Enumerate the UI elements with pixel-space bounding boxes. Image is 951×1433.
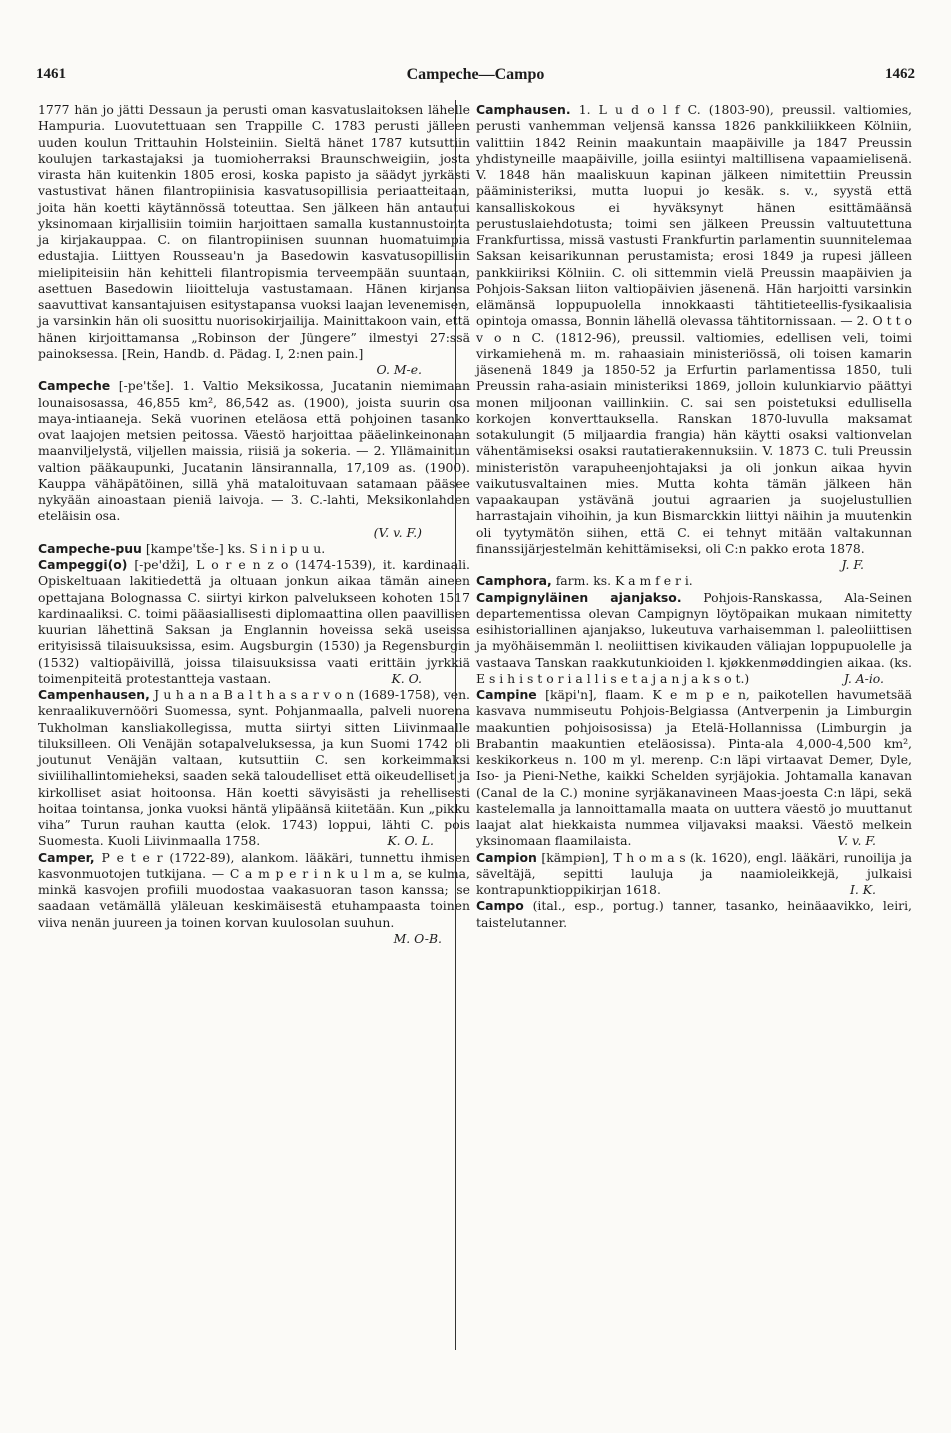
entry-camphausen xyxy=(476,102,912,573)
entry-text: [-pe'tše]. 1. Valtio Meksikossa, Jucatanin niemimaan lounaisosassa, 46,855 km², 86,542 as. (1900), joista suurin osa maya-intiaaneja. Sekä vuorinen eteläosa että pohjoinen tasanko ovat laajojen metsien peitossa. Väestö harjoittaa pääelinkeinonaan maanviljelystä, viljellen maissia, riisiä ja sokeria. — 2. Yllämainitun valtion pääkaupunki, Jucatanin länsirannalla, 17,109 as. (1900). Kauppa vähäpätöinen, sillä yhä mataloituvaan satamaan pääsee nykyään ainoastaan pieniä laivoja. — 3. C.-lahti, Meksikonlahden eteläisin osa. xyxy=(38,378,470,524)
entry-campine xyxy=(476,687,912,850)
entry-campeche-puu xyxy=(38,541,470,557)
entry-text: [käpi'n], flaam. K e m p e n, paikotellen havumetsää kasvava nummiseutu Pohjois-Belgiassa (Antverpenin ja Limburgin maakuntien pohjoisosissa) ja Etelä-Hollannissa (Limburgin ja Brabantin maakuntien eteläosissa). Pinta-ala 4,000-4,500 km², keskikorkeus n. 100 m yl. merenp. C:n läpi virtaavat Demer, Dyle, Iso- ja Pieni-Nethe, kaikki Schelden syrjäjokia. Johtamalla kanavan (Canal de la C.) monine syrjäkanavineen Maas-joesta C:n läpi, sekä kastelemalla ja lannoittamalla maata on uuttera väestö jo muuttanut laajat alat hiekkaista nummea viljavaksi maaksi. Väestö melkein yksinomaan flaamilaista. xyxy=(476,687,912,849)
left-column xyxy=(38,102,470,947)
headword: Campeggi(o) xyxy=(38,557,128,572)
author-signature: J. F. xyxy=(841,557,864,572)
headword: Campion xyxy=(476,849,537,865)
right-column xyxy=(476,102,912,931)
entry-text: farm. ks. K a m f e r i. xyxy=(551,573,693,589)
entry-text: [-pe'dži], L o r e n z o (1474-1539), it. kardinaali. Opiskeltuaan lakitiedettä ja oltuaan jonkun aikaa tämän aineen opettajana Bolognassa C. siirtyi kirkon palvelukseen kohoten 1517 kardinaaliksi. C. toimi pääasiallisesti diplomaattina ollen paavillisen kuurian lähettinä Saksan ja Englannin hoveissa sekä useissa erityisissä tilaisuuksissa, esim. Augsburgin (1530) ja Regensburgin (1532) valtiopäivillä, joissa tilaisuuksissa vaati erittäin jyrkkiä toimenpiteitä protestantteja vastaan. xyxy=(38,557,470,686)
author-signature: O. M-e. xyxy=(376,362,422,377)
headword: Campeche xyxy=(38,378,111,394)
entry-campignylainen xyxy=(476,590,912,688)
page-header xyxy=(36,66,915,90)
headword: Camper, xyxy=(38,849,95,865)
entry-campenhausen xyxy=(38,687,470,850)
headword: Campignyläinen ajanjakso. xyxy=(476,589,682,605)
entry-campeche xyxy=(38,378,470,541)
entry-campeggio xyxy=(38,557,470,687)
headword: Campenhausen, xyxy=(38,687,150,702)
headword: Camphora, xyxy=(476,573,552,589)
entry-text: 1777 hän jo jätti Dessaun ja perusti oman kasvatuslaitoksen lähelle Hampuria. Luovutettuaan sen Trappille C. 1783 perusti jälleen uuden koulun Trittauhin Holsteiniin. Sieltä hänet 1787 kutsuttiin koulujen tarkastajaksi ja tuomioherraksi Braunschweigiin, josta virasta hän kuitenkin 1805 erosi, koska papisto ja säädyt jyrkästi vastustivat hänen filantropiinisia kasvatusopillisia periaatteitaan, joita hän koetti käytännössä toteuttaa. Sen jälkeen hän antautui yksinomaan kirjallisiin toimiin harjoittaen samalla kustannustointa ja kirjakauppaa. C. on filantropiinisen suunnan huomatuimpia edustajia. Liittyen Rousseau'n ja Basedowin kasvatusopillisiin mielipiteisiin hän kehitteli filantropismia terveempään suuntaan, asettuen Basedowin liioitteluja vastustamaan. Hänen kirjansa saavuttivat kansantajuisen esitystapansa vuoksi laajan levenemisen, ja varsinkin hän oli suosittu nuorisokirjailija. Mainittakoon vain, että hänen kirjoittamansa „Robinson der Jüngere” ilmestyi 27:ssä painoksessa. [Rein, Handb. d. Pädag. I, 2:nen pain.] xyxy=(38,102,470,361)
author-signature: M. O-B. xyxy=(393,930,442,946)
entry-text: [kämpiən], T h o m a s (k. 1620), engl. lääkäri, runoilija ja säveltäjä, sepitti laulujа ja naamioleikkejä, julkaisi kontrapunktioppikirjan 1618. xyxy=(476,849,912,897)
author-signature: K. O. xyxy=(391,670,422,686)
headword: Campeche-puu xyxy=(38,540,142,556)
entry-text: [kampe'tše-] ks. S i n i p u u. xyxy=(141,540,326,556)
entry-text: J u h a n a B a l t h a s a r v o n (1689-1758), ven. kenraalikuvernööri Suomessa, synt. Pohjanmaalla, palveli nuorena Tukholman kansliakollegissa, mutta siirtyi sitten Liivinmaalle tiluksilleen. Oli Venäjän sotapalveluksessa, ja kun Suomi 1742 oli joutunut Venäjän valtaan, kutsuttiin C. sen korkeimmaksi siviilihallintomieheksi, saaden sekä taloudelliset että oikeudelliset ja kirkolliset asiat hoitoonsa. Hän koetti sävyisästi ja rehellisesti hoitaa tointansa, jonka vuoksi häntä ylipäänsä kiitetään. Kun „pikku viha” Turun rauhan kautta (elok. 1743) loppui, lähti C. pois Suomesta. Kuoli Liivinmaalla 1758. xyxy=(38,687,470,849)
entry-continuation xyxy=(38,102,470,378)
entry-text: P e t e r (1722-89), alankom. lääkäri, tunnettu ihmisen kasvonmuotojen tutkijana. — C a m p e r i n k u l m a, se kulma, minkä kasvojen profiili muodostaa vaakasuoran tason kanssa; se saadaan vetämällä yläleuan keskimäisestä etuhampaasta toinen viiva nenän juureen ja toinen korvan kuulosolan suuhun. xyxy=(38,849,470,930)
entry-campion xyxy=(476,850,912,899)
author-signature: K. O. L. xyxy=(387,833,434,849)
author-signature: J. A-io. xyxy=(843,670,884,686)
entry-camper xyxy=(38,849,470,946)
page-number-left: 1461 xyxy=(36,66,66,82)
running-title: Campeche—Campo xyxy=(406,66,545,83)
entry-text: 1. L u d o l f C. (1803-90), preussil. valtiomies, perusti vanhemman veljensä kanssa 1826 pankkiliikkeen Kölniin, valittiin 1842 Reinin maakuntain maapäiville ja 1847 Preussin yhdistyneille maapäiville, joilla esiintyi maltillisena vapaamielisenä. V. 1848 hän maaliskuun kapinan jälkeen nimitettiin Preussin pääministeriksi, mutta luopui jo kesäk. s. v., syystä että kansalliskokous ei hyväksynyt hänen esittämäänsä perustuslaiehdotusta; toimi sen jälkeen Preussin valtuutettuna Frankfurtissa, missä vastusti Frankfurtin parlamentin suunnitelemaa Saksan keisarikunnan perustamista; erosi 1849 ja rupesi jälleen pankkiiriksi Kölniin. C. oli sittemmin vielä Preussin maapäivien ja Pohjois-Saksan liiton valtiopäivien jäsenenä. Hän harjoitti varsinkin elämänsä loppupuolella innokkaasti tähtitieteellis-fysikaalisia opintoja omassa, Bonnin lähellä olevassa tähtitornissaan. — 2. O t t o v o n C. (1812-96), preussil. valtiomies, edellisen veli, toimi virkamiehenä m. m. rahaasiain ministeriössä, oli toisen kamarin jäsenenä 1849 ja 1850-52 ja Erfurtin parlamentissa 1850, tuli Preussin raha-asiain ministeriksi 1869, jolloin kulunkiarvio päättyi monen miljoonan vaillinkiin. C. sai sen poistetuksi edullisella korkojen konverttauksella. Ranskan 1870-luvulla maksamat sotakulungit (5 miljaardia frangia) hän käytti osaksi valtionvelan vähentämiseksi osaksi rautatierakennuksiin. V. 1873 C. tuli Preussin ministeristön varapuheenjohtajaksi ja oli jonkun aikaa hyvin vaikutusvaltainen mies. Mutta kohta tämän jälkeen hän vapaakaupan ystävänä joutui agraarien ja suojelustullien harrastajain vihoihin, ja kun Bismarckkin liittyi näihin ja muutenkin oli tyytymätön siihen, että C. ei tehnyt mitään valtakunnan finanssijärjestelmän kehittämiseksi, oli C:n pakko erota 1878. xyxy=(476,102,912,556)
entry-text: Pohjois-Ranskassa, Ala-Seinen departementissa olevan Campignyn löytöpaikan mukaan nimitetty esihistoriallinen ajanjakso, lukeutuva varhaisemman l. paleoliittisen ja myöhäisemmän l. neoliittisen kivikauden väliajan loppupuolelle ja vastaava Tanskan raakkutunkioiden l. kjøkkenmøddingien aikaa. (ks. E s i h i s t o r i a l l i s e t a j a n j a k s o t.) xyxy=(476,589,912,686)
page-number-right: 1462 xyxy=(885,66,915,82)
headword: Camphausen. xyxy=(476,102,571,117)
entry-text: (ital., esp., portug.) tanner, tasanko, heinäaavikko, leiri, taistelutanner. xyxy=(476,898,912,930)
author-signature: (V. v. F.) xyxy=(373,524,422,540)
entry-camphora xyxy=(476,573,912,589)
entry-campo xyxy=(476,898,912,931)
headword: Campo xyxy=(476,898,524,914)
author-signature: V. v. F. xyxy=(837,833,876,849)
headword: Campine xyxy=(476,687,537,702)
author-signature: I. K. xyxy=(850,882,876,897)
